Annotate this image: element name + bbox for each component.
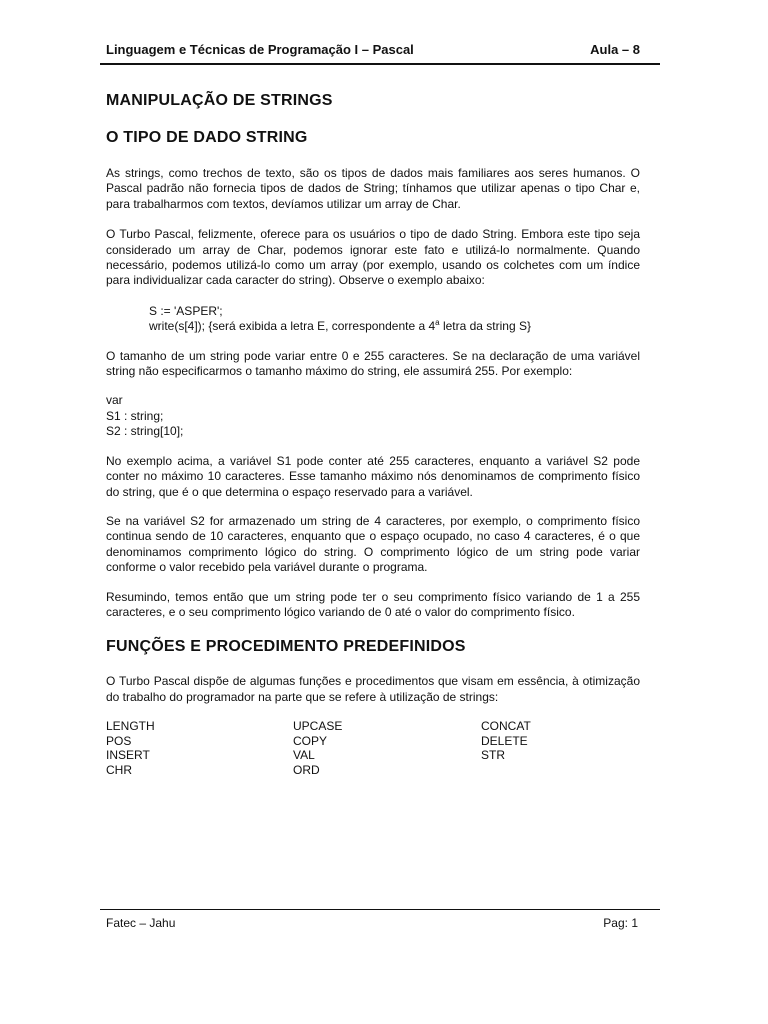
section-title-funcoes: FUNÇÕES E PROCEDIMENTO PREDEFINIDOS	[106, 638, 466, 656]
page-number: Pag: 1	[603, 916, 638, 930]
function-name: COPY	[293, 733, 328, 748]
paragraph-3: O tamanho de um string pode variar entre 0 e 255 caracteres. Se na declaração de uma variável string não especificarmos o tamanho máximo do string, ele assumirá 255. Por exemplo:	[106, 348, 640, 379]
code-line: var	[106, 393, 123, 408]
page-content	[106, 92, 640, 777]
page-footer	[106, 916, 638, 930]
code-example-2	[106, 393, 640, 439]
function-name: POS	[106, 733, 132, 748]
function-list	[106, 719, 640, 777]
section-title-tipo-string: O TIPO DE DADO STRING	[106, 129, 308, 146]
function-name: VAL	[293, 748, 315, 763]
function-name: INSERT	[106, 748, 150, 763]
code-line: S := 'ASPER';	[149, 303, 223, 318]
footer-rule	[100, 909, 660, 910]
paragraph-7: O Turbo Pascal dispõe de algumas funções e procedimentos que visam em essência, à otimização do trabalho do programador na parte que se refere à utilização de strings:	[106, 674, 640, 704]
header-rule	[100, 63, 660, 65]
paragraph-2: O Turbo Pascal, felizmente, oferece para os usuários o tipo de dado String. Embora este tipo seja considerado um array de Char, podemos ignorar este fato e utilizá-lo normalmente. Quando necessário, podemos utilizá-lo como um array (por exemplo, usando os colchetes com um índice para individualizar cada caracter do string). Observe o exemplo abaixo:	[106, 227, 640, 288]
function-name: LENGTH	[106, 719, 155, 734]
code-text: letra da string S}	[439, 319, 531, 334]
function-name: DELETE	[481, 733, 528, 748]
code-text: write(s[4]); {será exibida a letra E, correspondente a 4	[149, 319, 436, 334]
code-line: S2 : string[10];	[106, 424, 184, 439]
function-name: ORD	[293, 762, 320, 777]
paragraph-4: No exemplo acima, a variável S1 pode conter até 255 caracteres, enquanto a variável S2 pode conter no máximo 10 caracteres. Esse tamanho máximo nós denominamos de comprimento físico do string, que é o que determina o espaço reservado para a variável.	[106, 453, 640, 499]
function-name: CONCAT	[481, 719, 531, 734]
function-name: STR	[481, 748, 505, 763]
header-lesson: Aula – 8	[590, 42, 640, 57]
paragraph-6: Resumindo, temos então que um string pode ter o seu comprimento físico variando de 1 a 255 caracteres, e o seu comprimento lógico variando de 0 até o valor do comprimento físico.	[106, 589, 640, 619]
code-line: S1 : string;	[106, 408, 164, 423]
page-header	[106, 42, 640, 57]
function-empty-cell	[481, 763, 640, 778]
paragraph-5: Se na variável S2 for armazenado um string de 4 caracteres, por exemplo, o comprimento físico continua sendo de 10 caracteres, enquanto que o espaço ocupado, no caso 4 caracteres, é o que denominamos comprimento lógico do string. O comprimento lógico de um string pode variar conforme o valor recebido pela variável durante o programa.	[106, 513, 640, 575]
code-line	[149, 319, 640, 334]
code-example-1	[106, 304, 640, 335]
section-title-manipulacao: MANIPULAÇÃO DE STRINGS	[106, 92, 333, 109]
header-title: Linguagem e Técnicas de Programação I – Pascal	[106, 42, 414, 57]
function-name: CHR	[106, 762, 132, 777]
function-name: UPCASE	[293, 719, 343, 734]
ordinal-indicator: a	[435, 318, 440, 328]
footer-institution: Fatec – Jahu	[106, 916, 176, 930]
paragraph-1: As strings, como trechos de texto, são os tipos de dados mais familiares aos seres humanos. O Pascal padrão não fornecia tipos de dados de String; tínhamos que utilizar apenas o tipo Char e, para trabalharmos com textos, devíamos utilizar um array de Char.	[106, 166, 640, 211]
